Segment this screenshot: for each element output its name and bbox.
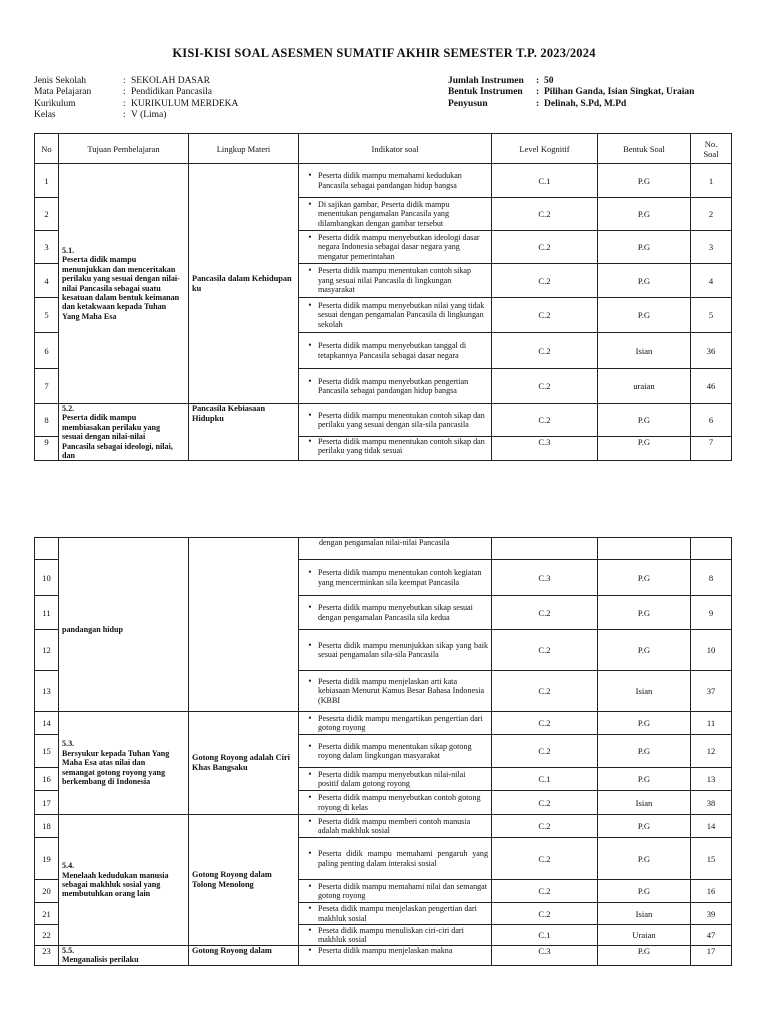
indikator-cell — [299, 671, 492, 712]
table-row — [35, 815, 732, 838]
indikator-text: Peserta didik mampu menyebutkan ideologi dasar negara Indonesia sebagai dasar negara yang mengatur pemerintahan — [318, 232, 480, 261]
indikator-cell — [299, 596, 492, 630]
meta-row-kurikulum — [34, 99, 238, 110]
bentuk-cell — [598, 538, 691, 560]
meta-sep: : — [123, 109, 126, 120]
meta-value: Pendidikan Pancasila — [131, 87, 212, 98]
tujuan-number: 5.4. — [62, 861, 75, 871]
no-soal-cell: 37 — [691, 671, 732, 712]
indikator-text: Pesesrta didik mampu mengartikan pengertian dari gotong royong — [318, 713, 483, 732]
bullet-icon: • — [308, 375, 312, 386]
meta-label: Bentuk Instrumen — [448, 87, 523, 98]
bullet-icon: • — [308, 924, 312, 935]
meta-row-mata-pelajaran — [34, 87, 238, 98]
bentuk-cell: uraian — [598, 369, 691, 404]
bentuk-cell: P.G — [598, 768, 691, 791]
tujuan-text: Menelaah kedudukan manusia sebagai makhluk sosial yang membutuhkan orang lain — [62, 870, 169, 899]
bullet-icon: • — [308, 340, 312, 351]
header-tujuan: Tujuan Pembelajaran — [59, 134, 189, 164]
meta-label: Penyusun — [448, 98, 488, 109]
meta-value: V (Lima) — [131, 109, 167, 120]
bullet-icon: • — [308, 903, 312, 914]
indikator-cell — [299, 164, 492, 198]
meta-value: SEKOLAH DASAR — [131, 76, 210, 86]
tujuan-number: 5.1. — [62, 245, 75, 255]
level-cell: C.2 — [492, 903, 598, 925]
bentuk-cell: P.G — [598, 880, 691, 903]
indikator-cell — [299, 369, 492, 404]
no-soal-cell: 38 — [691, 791, 732, 815]
bullet-icon: • — [308, 945, 312, 955]
tujuan-cell — [59, 538, 189, 712]
indikator-text: Peseta didik mampu menuliskan ciri-ciri dari makhluk sosial — [318, 925, 464, 944]
level-cell: C.2 — [492, 791, 598, 815]
bullet-icon: • — [308, 740, 312, 751]
table-row — [35, 164, 732, 198]
indikator-cell — [299, 436, 492, 461]
no-soal-cell: 13 — [691, 768, 732, 791]
lingkup-cell — [189, 538, 299, 712]
level-cell: C.2 — [492, 231, 598, 264]
bentuk-cell: P.G — [598, 630, 691, 671]
level-cell: C.2 — [492, 671, 598, 712]
bentuk-cell: P.G — [598, 815, 691, 838]
table-row — [35, 538, 732, 560]
indikator-cell — [299, 903, 492, 925]
tujuan-cell — [59, 815, 189, 946]
no-soal-cell: 47 — [691, 925, 732, 946]
meta-value: 50 — [544, 76, 554, 86]
indikator-text: Peserta didik mampu menentukan contoh sikap dan perilaku yang tidak sesuai — [318, 436, 485, 456]
level-cell: C.1 — [492, 925, 598, 946]
no-soal-cell: 8 — [691, 560, 732, 596]
row-no: 15 — [35, 735, 59, 768]
lingkup-cell: Pancasila dalam Kehidupan ku — [189, 164, 299, 404]
no-soal-cell: 10 — [691, 630, 732, 671]
indikator-text: Peserta didik mampu menyebutkan sikap sesuai dengan pengamalan Pancasila sila kedua — [318, 603, 473, 622]
bentuk-cell: P.G — [598, 712, 691, 735]
tujuan-text: Menganalisis perilaku — [62, 955, 139, 965]
indikator-text: Peserta didik mampu memberi contoh manusia adalah makhluk sosial — [318, 816, 471, 835]
level-cell: C.3 — [492, 436, 598, 461]
indikator-cell — [299, 264, 492, 298]
level-cell: C.1 — [492, 768, 598, 791]
meta-row-jenis-sekolah — [34, 76, 238, 87]
kisi-kisi-table-page-1 — [34, 133, 732, 461]
level-cell: C.2 — [492, 735, 598, 768]
indikator-text: Peserta didik mampu menyebutkan nilai yang tidak sesuai dengan pengamalan Pancasila di lingkungan sekolah — [318, 300, 485, 329]
bentuk-cell: Isian — [598, 333, 691, 369]
level-cell: C.2 — [492, 712, 598, 735]
level-cell: C.3 — [492, 560, 598, 596]
meta-value: Pilihan Ganda, Isian Singkat, Uraian — [544, 87, 695, 98]
indikator-text: Peserta didik mampu menyebutkan nilai-nilai positif dalam gotong royong — [318, 769, 466, 788]
row-no: 14 — [35, 712, 59, 735]
no-soal-cell: 46 — [691, 369, 732, 404]
no-soal-cell: 1 — [691, 164, 732, 198]
indikator-text: dengan pengamalan nilai-nilai Pancasila — [319, 538, 450, 547]
bentuk-cell: P.G — [598, 596, 691, 630]
indikator-text: Peserta didik mampu memahami pengaruh yang paling penting dalam interaksi sosial — [318, 849, 488, 868]
lingkup-cell: Pancasila Kebiasaan Hidupku — [189, 404, 299, 461]
indikator-text: Peserta didik mampu memahami nilai dan semangat gotong royong — [318, 881, 488, 900]
row-no: 11 — [35, 596, 59, 630]
tujuan-cell — [59, 712, 189, 815]
bentuk-cell: Isian — [598, 791, 691, 815]
indikator-text: Peserta didik mampu menyebutkan pengertian Pancasila sebagai pandangan hidup bangsa — [318, 376, 469, 395]
level-cell: C.2 — [492, 880, 598, 903]
bullet-icon: • — [308, 299, 312, 310]
no-soal-cell — [691, 538, 732, 560]
bentuk-cell: P.G — [598, 164, 691, 198]
tujuan-text: Peserta didik mampu menunjukkan dan menceritakan perilaku yang sesuai dengan nilai-nilai Pancasila sebagai suatu kesatuan dalam bentuk keimanan dan ketakwaan kepada Tuhan Yang Maha Esa — [62, 255, 180, 321]
header-lingkup: Lingkup Materi — [189, 134, 299, 164]
bullet-icon: • — [308, 639, 312, 650]
tujuan-number: 5.5. — [62, 946, 75, 955]
row-no: 8 — [35, 404, 59, 437]
no-soal-cell: 6 — [691, 404, 732, 437]
indikator-cell — [299, 298, 492, 333]
no-soal-cell: 14 — [691, 815, 732, 838]
meta-sep: : — [123, 76, 126, 86]
indikator-text: Di sajikan gambar, Peserta didik mampu menentukan pengamalan Pancasila yang dilambangkan dengan gambar tersebut — [318, 199, 450, 228]
no-soal-cell: 7 — [691, 436, 732, 461]
row-no: 12 — [35, 630, 59, 671]
tujuan-number: 5.2. — [62, 404, 75, 413]
indikator-cell — [299, 768, 492, 791]
bullet-icon: • — [308, 170, 312, 181]
bullet-icon: • — [308, 265, 312, 276]
bullet-icon: • — [308, 436, 312, 446]
indikator-cell — [299, 880, 492, 903]
no-soal-cell: 2 — [691, 198, 732, 231]
meta-label: Mata Pelajaran — [34, 87, 92, 98]
no-soal-cell: 11 — [691, 712, 732, 735]
bullet-icon: • — [308, 602, 312, 613]
indikator-cell — [299, 791, 492, 815]
bullet-icon: • — [308, 231, 312, 242]
indikator-text: Peserta didik mampu memahami kedudukan Pancasila sebagai pandangan hidup bangsa — [318, 171, 462, 190]
header-indikator: Indikator soal — [299, 134, 492, 164]
level-cell: C.2 — [492, 333, 598, 369]
level-cell: C.2 — [492, 369, 598, 404]
table-row — [35, 712, 732, 735]
no-soal-cell: 5 — [691, 298, 732, 333]
bentuk-cell: P.G — [598, 198, 691, 231]
row-no: 21 — [35, 903, 59, 925]
lingkup-cell: Gotong Royong dalam — [189, 946, 299, 966]
header-level: Level Kognitif — [492, 134, 598, 164]
indikator-cell — [299, 231, 492, 264]
row-no: 13 — [35, 671, 59, 712]
row-no: 18 — [35, 815, 59, 838]
tujuan-cell — [59, 946, 189, 966]
bentuk-cell: P.G — [598, 946, 691, 966]
row-no: 10 — [35, 560, 59, 596]
indikator-cell — [299, 538, 492, 560]
header-no-soal-line2: Soal — [703, 148, 719, 159]
no-soal-cell: 12 — [691, 735, 732, 768]
indikator-cell — [299, 946, 492, 966]
indikator-cell — [299, 712, 492, 735]
row-no: 4 — [35, 264, 59, 298]
tujuan-text: Peserta didik mampu membiasakan perilaku yang sesuai dengan nilai-nilai Pancasila sebagai ideologi, nilai, dan — [62, 413, 173, 461]
kisi-kisi-table-page-2 — [34, 537, 732, 966]
level-cell: C.2 — [492, 404, 598, 437]
row-no: 23 — [35, 946, 59, 966]
level-cell — [492, 538, 598, 560]
bullet-icon: • — [308, 712, 312, 723]
meta-row-jumlah-instrumen — [448, 76, 694, 87]
bullet-icon: • — [308, 198, 312, 209]
bullet-icon: • — [308, 409, 312, 420]
meta-row-kelas — [34, 110, 238, 121]
header-bentuk: Bentuk Soal — [598, 134, 691, 164]
bentuk-cell: P.G — [598, 560, 691, 596]
meta-label: Jenis Sekolah — [34, 76, 86, 86]
bentuk-cell: P.G — [598, 231, 691, 264]
bentuk-cell: P.G — [598, 436, 691, 461]
header-no-soal — [691, 134, 732, 164]
indikator-text: Peserta didik mampu menentukan sikap gotong royong dalam lingkungan masyarakat — [318, 741, 472, 760]
meta-label: Jumlah Instrumen — [448, 76, 524, 86]
table-header-row — [35, 134, 732, 164]
tujuan-number: 5.3. — [62, 739, 75, 749]
meta-sep: : — [536, 76, 540, 86]
meta-right — [448, 76, 694, 110]
row-no: 6 — [35, 333, 59, 369]
indikator-cell — [299, 404, 492, 437]
indikator-cell — [299, 735, 492, 768]
bullet-icon: • — [308, 768, 312, 779]
indikator-cell — [299, 838, 492, 880]
table-row — [35, 404, 732, 437]
level-cell: C.3 — [492, 946, 598, 966]
bentuk-cell: Uraian — [598, 925, 691, 946]
row-no: 3 — [35, 231, 59, 264]
row-no: 7 — [35, 369, 59, 404]
bentuk-cell: P.G — [598, 838, 691, 880]
indikator-cell — [299, 198, 492, 231]
no-soal-cell: 16 — [691, 880, 732, 903]
bentuk-cell: P.G — [598, 404, 691, 437]
no-soal-cell: 3 — [691, 231, 732, 264]
indikator-text: Peserta didik mampu menjelaskan arti kata kebiasaan Menurut Kamus Besar Bahasa Indonesia (KBBI — [318, 676, 485, 705]
meta-sep: : — [123, 98, 126, 109]
meta-row-bentuk-instrumen — [448, 87, 694, 98]
level-cell: C.2 — [492, 298, 598, 333]
tujuan-cell — [59, 164, 189, 404]
row-no — [35, 538, 59, 560]
indikator-text: Peserta didik mampu menyebutkan tanggal di tetapkannya Pancasila sebagai dasar negara — [318, 341, 467, 360]
level-cell: C.2 — [492, 264, 598, 298]
indikator-text: Peseta didik mampu menjelaskan pengertian dari makhluk sosial — [318, 904, 477, 923]
no-soal-cell: 36 — [691, 333, 732, 369]
indikator-cell — [299, 815, 492, 838]
meta-row-penyusun — [448, 99, 694, 110]
indikator-text: Peserta didik mampu menentukan contoh kegiatan yang mencerminkan sila keempat Pancasila — [318, 568, 482, 587]
indikator-cell — [299, 630, 492, 671]
indikator-cell — [299, 560, 492, 596]
tujuan-cell — [59, 404, 189, 461]
bullet-icon: • — [308, 792, 312, 803]
row-no: 16 — [35, 768, 59, 791]
bullet-icon: • — [308, 848, 312, 859]
bentuk-cell: P.G — [598, 264, 691, 298]
indikator-text: Peserta didik mampu menentukan contoh sikap yang sesuai nilai Pancasila di lingkungan masyarakat — [318, 266, 472, 295]
meta-value: Delinah, S.Pd, M.Pd — [544, 98, 627, 109]
row-no: 19 — [35, 838, 59, 880]
lingkup-cell: Gotong Royong dalam Tolong Menolong — [189, 815, 299, 946]
level-cell: C.2 — [492, 815, 598, 838]
level-cell: C.2 — [492, 596, 598, 630]
row-no: 1 — [35, 164, 59, 198]
level-cell: C.2 — [492, 838, 598, 880]
indikator-cell — [299, 333, 492, 369]
indikator-text: Peserta didik mampu menunjukkan sikap yang baik sesuai pengamalan sila-sila Pancasila — [318, 640, 488, 659]
lingkup-cell: Gotong Royong adalah Ciri Khas Bangsaku — [189, 712, 299, 815]
row-no: 20 — [35, 880, 59, 903]
bullet-icon: • — [308, 880, 312, 891]
row-no: 9 — [35, 436, 59, 461]
no-soal-cell: 39 — [691, 903, 732, 925]
meta-sep: : — [123, 87, 126, 98]
tujuan-text: pandangan hidup — [62, 624, 123, 634]
indikator-text: Peserta didik mampu menjelaskan makna — [318, 946, 453, 955]
bullet-icon: • — [308, 815, 312, 826]
indikator-text: Peserta didik mampu menentukan contoh sikap dan perilaku yang sesuai dengan sila-sila pancasila — [318, 410, 485, 429]
bentuk-cell: P.G — [598, 735, 691, 768]
meta-value: KURIKULUM MERDEKA — [131, 98, 239, 109]
bentuk-cell: P.G — [598, 298, 691, 333]
meta-label: Kelas — [34, 109, 56, 120]
no-soal-cell: 4 — [691, 264, 732, 298]
no-soal-cell: 9 — [691, 596, 732, 630]
bullet-icon: • — [308, 675, 312, 686]
level-cell: C.2 — [492, 630, 598, 671]
indikator-cell — [299, 925, 492, 946]
header-no: No — [35, 134, 59, 164]
no-soal-cell: 17 — [691, 946, 732, 966]
level-cell: C.2 — [492, 198, 598, 231]
bentuk-cell: Isian — [598, 671, 691, 712]
meta-sep: : — [536, 98, 540, 109]
row-no: 2 — [35, 198, 59, 231]
no-soal-cell: 15 — [691, 838, 732, 880]
bullet-icon: • — [308, 567, 312, 578]
header-no-soal-line1: No. — [704, 138, 718, 149]
tujuan-text: Bersyukur kepada Tuhan Yang Maha Esa atas nilai dan semangat gotong royong yang berkembang di Indonesia — [62, 748, 170, 787]
document-title: KISI-KISI SOAL ASESMEN SUMATIF AKHIR SEMESTER T.P. 2023/2024 — [172, 46, 596, 60]
row-no: 17 — [35, 791, 59, 815]
row-no: 22 — [35, 925, 59, 946]
table-row — [35, 946, 732, 966]
row-no: 5 — [35, 298, 59, 333]
meta-sep: : — [536, 87, 540, 98]
indikator-text: Peserta didik mampu menyebutkan contoh gotong royong di kelas — [318, 793, 481, 812]
level-cell: C.1 — [492, 164, 598, 198]
meta-left — [34, 76, 238, 121]
bentuk-cell: Isian — [598, 903, 691, 925]
meta-label: Kurikulum — [34, 98, 76, 109]
